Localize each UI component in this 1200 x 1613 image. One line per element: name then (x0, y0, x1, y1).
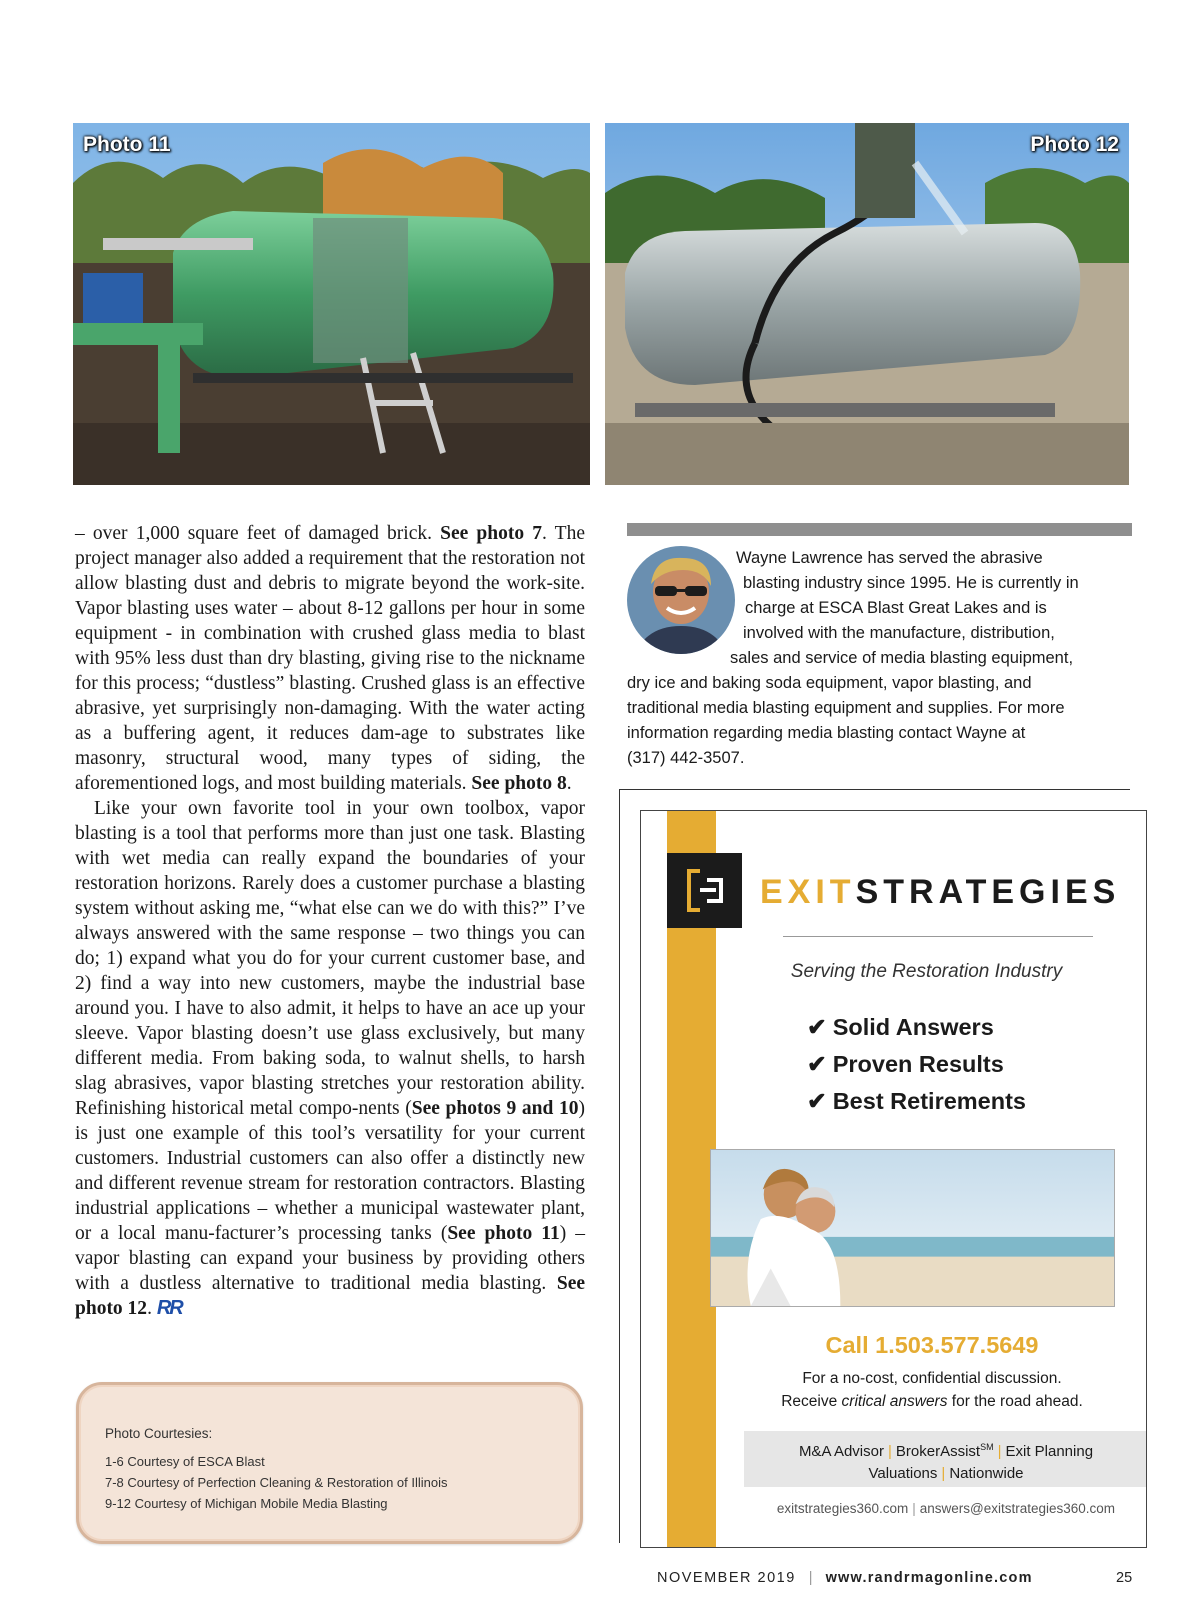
bio-line: Wayne Lawrence has served the abrasive (736, 549, 1043, 567)
service-item: Nationwide (949, 1465, 1024, 1482)
ad-checklist (807, 1009, 1026, 1120)
ad-desc-line: For a no-cost, confidential discussion. (802, 1370, 1062, 1387)
ad-tagline: Serving the Restoration Industry (790, 961, 1063, 982)
article-paragraph-2 (75, 796, 585, 1321)
service-item: M&A Advisor (798, 1443, 884, 1460)
article-text: Like your own favorite tool in your own toolbox, vapor blasting is a tool that performs more than just one task. Blasting with wet media can really expand the boundaries of your restoration horizons. Rarely does a customer purchase a blasting system without asking me, “what else can we do with this?” I’ve always answered with the same response – two things you can do; 1) expand what you do for your current customer base, and 2) find a way into new customers, maybe the industrial base around you. I have to also admit, it helps to have an ace up your sleeve. Vapor blasting doesn’t use glass exclusively, but many different media. From baking soda, to walnut shells, to harsh slag abrasives, vapor blasting stretches your restoration ability. Refinishing historical metal compo-nents ( (75, 798, 585, 1119)
ad-check-item (807, 1046, 1026, 1083)
magazine-url[interactable]: www.randrmagonline.com (825, 1570, 1033, 1586)
article-text: . (147, 1298, 157, 1319)
photo-reference: See photo 8 (471, 773, 567, 794)
article-text: – over 1,000 square feet of damaged brick. (75, 523, 441, 544)
checkmark-icon: ✔ (807, 1051, 827, 1077)
photo-12 (605, 123, 1129, 485)
bio-line: charge at ESCA Blast Great Lakes and is (745, 599, 1047, 617)
bio-line: involved with the manufacture, distribution, (743, 624, 1055, 642)
brand-part-exit: EXIT (760, 873, 856, 911)
bio-line: sales and service of media blasting equipment, (730, 649, 1074, 667)
photo-reference: See photo 11 (447, 1223, 560, 1244)
bio-line: (317) 442-3507. (627, 749, 745, 767)
courtesies-title: Photo Courtesies: (105, 1426, 213, 1441)
author-avatar (627, 546, 735, 654)
bio-divider-bar (627, 523, 1132, 536)
photo-11-image (73, 123, 590, 485)
ad-desc-line (716, 1390, 1147, 1413)
photo-reference: See photos 9 and 10 (411, 1098, 579, 1119)
brand-part-strategies: STRATEGIES (855, 873, 1121, 911)
beach-couple-image (711, 1150, 1114, 1306)
ad-desc-text: for the road ahead. (947, 1393, 1083, 1410)
article-text: . (566, 773, 572, 794)
article-text: . The project manager also added a requirement that the restoration not allow blasting dust and debris to migrate beyond the work-site. Vapor blasting uses water – about 8-12 gallons per hour in some equipment - in combination with crushed glass media to blast with 95% less dust than dry blasting, giving rise to the nickname for this process; “dustless” blasting. Crushed glass is an effective abrasive, yet surprisingly non-damaging. With the water acting as a buffering agent, it reduces dam-age to substrates like masonry, structural wood, many types of siding, the aforementioned logs, and most building materials. (75, 523, 585, 794)
ad-contact (744, 1501, 1147, 1516)
service-item: Exit Planning (1005, 1443, 1094, 1460)
service-item: BrokerAssist (895, 1443, 981, 1460)
page-footer (657, 1570, 1033, 1586)
footer-separator: | (808, 1570, 813, 1586)
ad-website-link[interactable]: exitstrategies360.com (776, 1501, 909, 1516)
services-row (744, 1463, 1147, 1485)
photo-reference: See photo 12 (75, 1273, 585, 1319)
courtesy-line: 7-8 Courtesy of Perfection Cleaning & Restoration of Illinois (105, 1475, 448, 1490)
photo-12-label: Photo 12 (1030, 133, 1119, 156)
ad-desc-emphasis: critical answers (841, 1393, 948, 1410)
author-portrait-image (627, 546, 735, 654)
check-label: Proven Results (832, 1051, 1004, 1077)
ad-description (716, 1367, 1147, 1413)
checkmark-icon: ✔ (807, 1088, 827, 1114)
separator: | (912, 1501, 916, 1516)
courtesy-line: 1-6 Courtesy of ESCA Blast (105, 1454, 265, 1469)
rr-end-mark-icon: RR (156, 1297, 182, 1319)
exit-strategies-ad[interactable] (640, 810, 1147, 1548)
check-label: Best Retirements (832, 1088, 1026, 1114)
issue-date: NOVEMBER 2019 (657, 1570, 796, 1586)
ad-check-item (807, 1083, 1026, 1120)
bio-line: blasting industry since 1995. He is currently in (743, 574, 1079, 592)
exit-strategies-logo-icon (667, 853, 742, 928)
bio-line: traditional media blasting equipment and supplies. For more (627, 699, 1065, 717)
ad-services-bar (744, 1431, 1147, 1487)
article-text: ) – vapor blasting can expand your business by providing others with a dustless alternative to traditional media blasting. (75, 1223, 585, 1294)
ad-beach-photo (710, 1149, 1115, 1307)
ad-frame-rule-horizontal (619, 789, 1130, 790)
bio-line: dry ice and baking soda equipment, vapor blasting, and (627, 674, 1032, 692)
courtesy-line: 9-12 Courtesy of Michigan Mobile Media Blasting (105, 1496, 388, 1511)
ad-frame-rule-vertical (619, 789, 620, 1543)
photo-reference: See photo 7 (440, 523, 543, 544)
separator: | (887, 1443, 892, 1460)
photo-11 (73, 123, 590, 485)
bio-line: information regarding media blasting contact Wayne at (627, 724, 1026, 742)
service-item: Valuations (868, 1465, 938, 1482)
ad-check-item (807, 1009, 1026, 1046)
article-body (75, 521, 585, 1321)
service-mark: SM (980, 1442, 994, 1452)
photo-courtesies-box (76, 1382, 583, 1544)
ad-email-link[interactable]: answers@exitstrategies360.com (919, 1501, 1116, 1516)
page-number: 25 (1116, 1570, 1133, 1586)
checkmark-icon: ✔ (807, 1014, 827, 1040)
article-paragraph-1 (75, 521, 585, 796)
check-label: Solid Answers (832, 1014, 994, 1040)
separator: | (997, 1443, 1002, 1460)
services-row (744, 1436, 1147, 1463)
photo-11-label: Photo 11 (83, 133, 171, 156)
ad-brand-name (760, 873, 1120, 912)
ad-desc-text: Receive (781, 1393, 842, 1410)
separator: | (941, 1465, 946, 1482)
photo-12-image (605, 123, 1129, 485)
ad-divider (783, 936, 1093, 937)
ad-call-to-action[interactable]: Call 1.503.577.5649 (825, 1332, 1039, 1358)
article-text: ) is just one example of this tool’s versatility for your current customers. Industrial customers can also offer a distinctly new and different revenue stream for restoration contractors. Blasting industrial applications – whether a municipal wastewater plant, or a local manu-facturer’s processing tanks ( (75, 1098, 585, 1244)
